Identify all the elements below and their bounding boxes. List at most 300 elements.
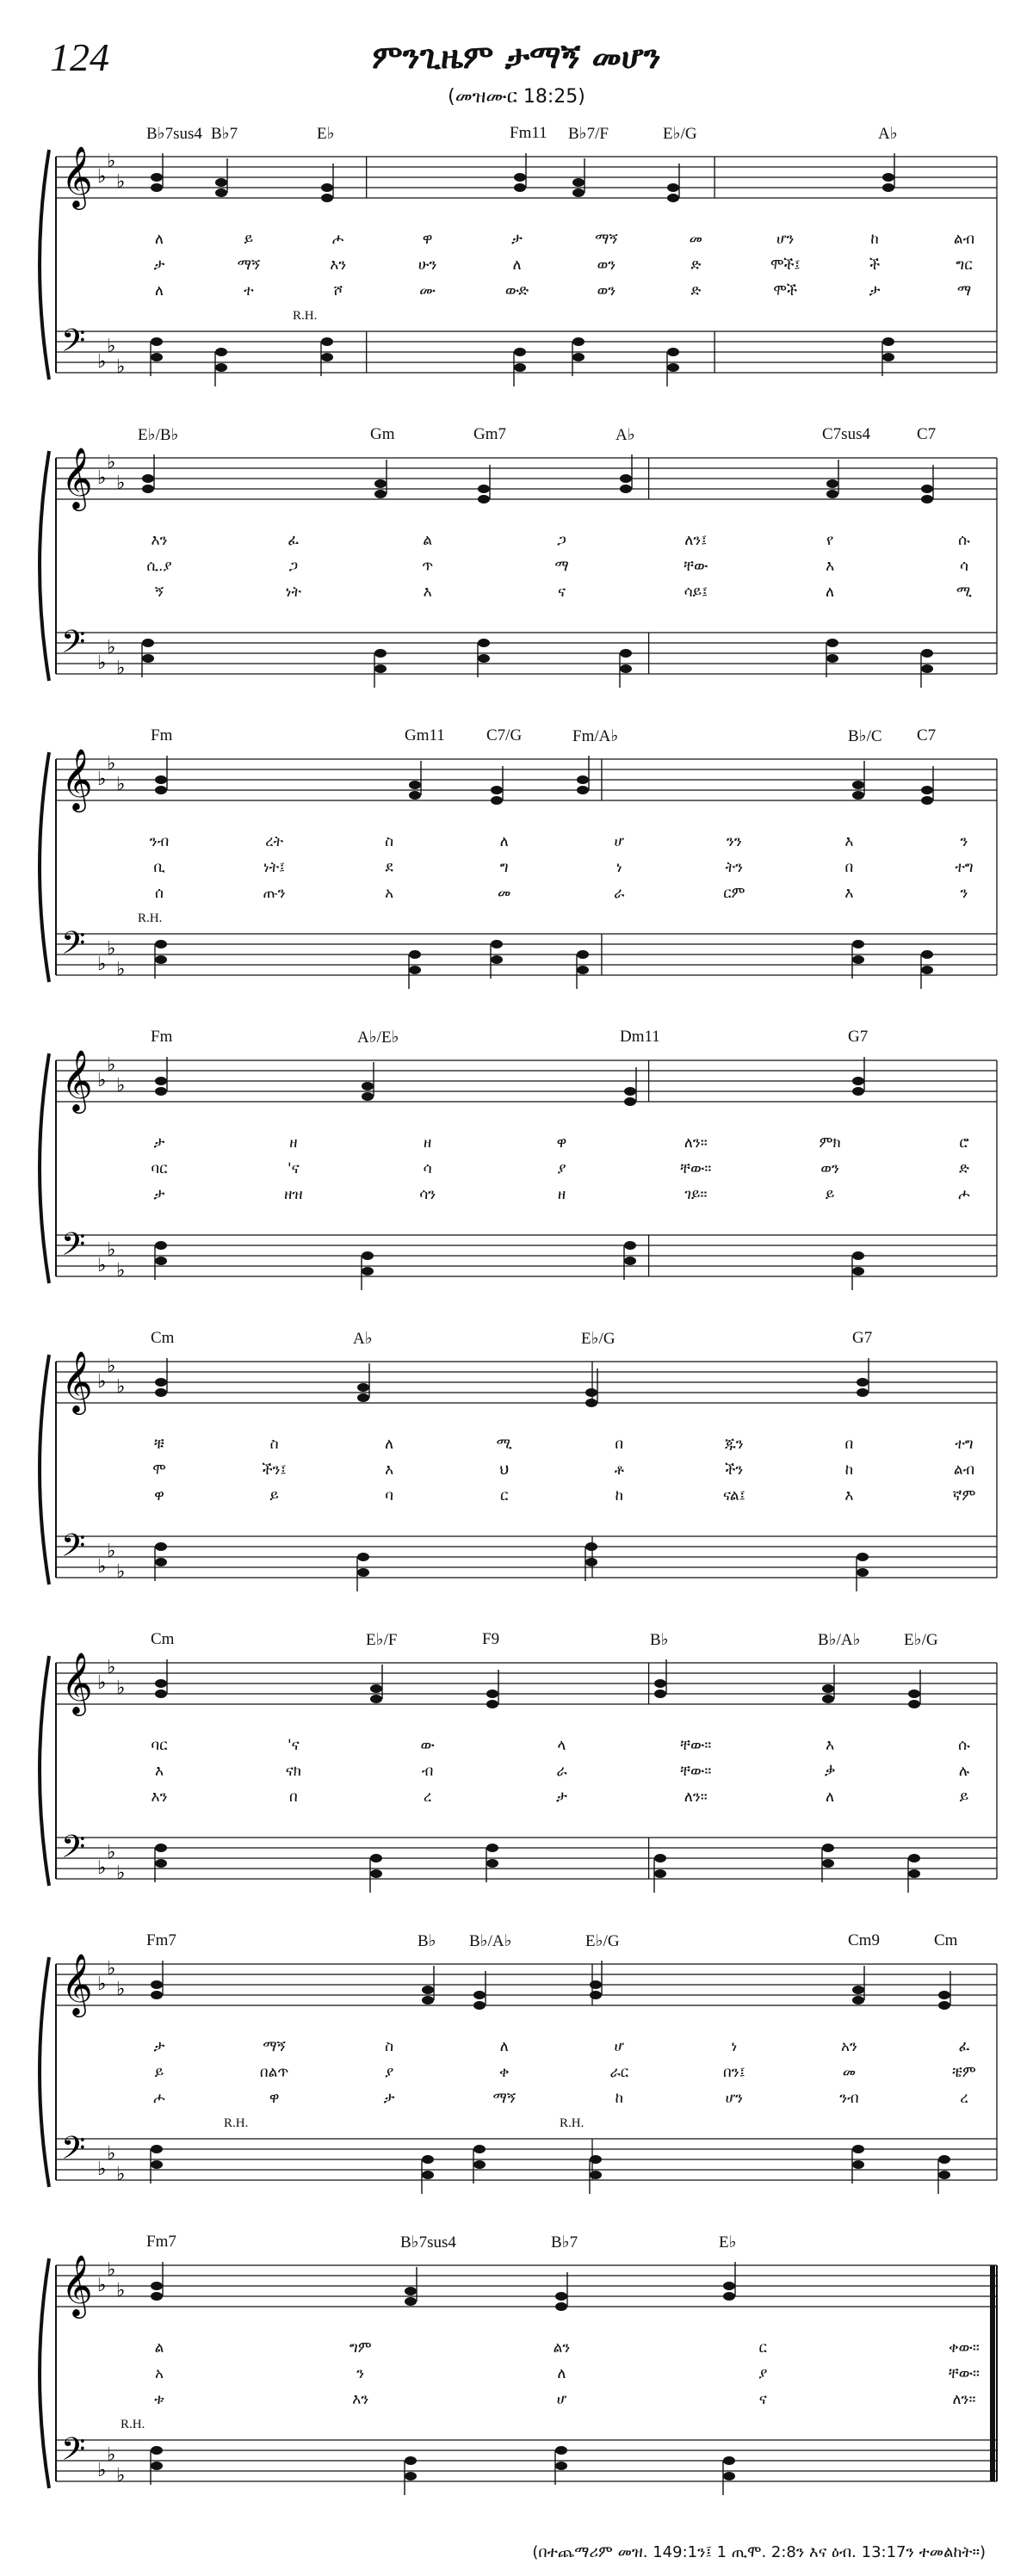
lyric-verse-2: ድ bbox=[959, 1160, 969, 1177]
note-head bbox=[826, 639, 838, 647]
flat-icon: ♭ bbox=[116, 1677, 126, 1699]
note-head bbox=[362, 1082, 374, 1090]
lyric-verse-2: ናክ bbox=[285, 1763, 301, 1780]
note-head bbox=[473, 2001, 486, 2010]
chord-symbol: E♭/B♭ bbox=[138, 426, 179, 444]
lyric-verse-2: አ bbox=[155, 2365, 164, 2382]
lyric-verse-1: መ bbox=[689, 231, 703, 248]
note-head bbox=[667, 183, 679, 192]
lyric-verse-3: ሞች bbox=[773, 282, 798, 300]
lyric-verse-2: ባር bbox=[151, 1160, 168, 1177]
lyric-verse-1: ር bbox=[758, 2339, 767, 2357]
note-head bbox=[409, 781, 421, 789]
lyric-verse-3: ዋ bbox=[154, 1487, 164, 1504]
chord-symbol: Dm11 bbox=[620, 1028, 660, 1046]
note-head bbox=[624, 1241, 636, 1250]
lyric-verse-1: ቸው። bbox=[680, 1737, 712, 1754]
flat-icon: ♭ bbox=[107, 637, 116, 658]
note-head bbox=[486, 1859, 498, 1868]
note-head bbox=[822, 1684, 834, 1693]
note-head bbox=[151, 353, 163, 361]
lyric-verse-3: ገይ። bbox=[684, 1186, 708, 1203]
final-double-barline bbox=[990, 2265, 995, 2481]
lyric-verse-3: ለን። bbox=[684, 1788, 708, 1806]
note-head bbox=[374, 649, 387, 658]
chord-symbol: Fm bbox=[151, 726, 173, 744]
note-head bbox=[151, 2145, 163, 2153]
flat-icon: ♭ bbox=[116, 473, 126, 494]
chord-symbol: E♭/G bbox=[663, 125, 697, 143]
chord-symbol: Fm7 bbox=[146, 2233, 176, 2251]
chord-symbol: B♭7 bbox=[551, 2233, 578, 2252]
right-hand-marking: R.H. bbox=[293, 309, 318, 323]
lyric-verse-2: እ bbox=[826, 558, 835, 575]
note-head bbox=[151, 183, 163, 192]
flat-icon: ♭ bbox=[97, 1255, 107, 1276]
note-head bbox=[852, 1087, 864, 1096]
flat-icon: ♭ bbox=[97, 351, 107, 373]
lyric-verse-3: ና bbox=[557, 584, 566, 601]
flat-icon: ♭ bbox=[107, 1657, 116, 1678]
note-head bbox=[572, 178, 585, 187]
lyric-verse-3: ረ bbox=[960, 2090, 968, 2107]
lyric-verse-1: ረት bbox=[265, 833, 284, 850]
lyric-verse-2: ጥ bbox=[422, 558, 434, 575]
flat-icon: ♭ bbox=[97, 1070, 107, 1091]
note-head bbox=[514, 173, 526, 182]
note-head bbox=[215, 348, 227, 356]
flat-icon: ♭ bbox=[97, 1672, 107, 1694]
flat-icon: ♭ bbox=[107, 2143, 116, 2165]
right-hand-marking: R.H. bbox=[121, 2418, 145, 2431]
brace-icon bbox=[40, 1355, 49, 1585]
note-head bbox=[572, 337, 585, 346]
flat-icon: ♭ bbox=[116, 959, 126, 980]
lyric-verse-2: ግ bbox=[499, 859, 509, 876]
note-head bbox=[577, 786, 589, 794]
flat-icon: ♭ bbox=[116, 1376, 126, 1398]
lyric-verse-1: ስ bbox=[385, 833, 394, 850]
flat-icon: ♭ bbox=[116, 171, 126, 193]
lyric-verse-1: ግም bbox=[349, 2339, 372, 2357]
treble-clef-icon: 𝄞 bbox=[61, 747, 93, 810]
note-head bbox=[620, 649, 632, 658]
lyric-verse-2: ህ bbox=[499, 1461, 510, 1479]
note-head bbox=[572, 188, 585, 197]
music-system bbox=[0, 1325, 1033, 1609]
note-head bbox=[155, 1241, 167, 1250]
note-head bbox=[822, 1844, 834, 1852]
lyric-verse-1: ማኝ bbox=[263, 2038, 286, 2055]
lyric-verse-1: እን bbox=[151, 532, 168, 549]
lyric-verse-3: ታ bbox=[556, 1788, 567, 1806]
lyric-verse-2: ወን bbox=[597, 256, 616, 274]
flat-icon: ♭ bbox=[97, 954, 107, 975]
lyric-verse-2: ሳ bbox=[423, 1160, 432, 1177]
right-hand-marking: R.H. bbox=[224, 2116, 249, 2130]
lyric-verse-2: ነ bbox=[615, 859, 622, 876]
note-head bbox=[478, 654, 490, 663]
lyric-verse-1: ሖ bbox=[332, 231, 344, 248]
note-head bbox=[151, 2292, 163, 2301]
lyric-verse-1: ለ bbox=[155, 231, 164, 248]
note-head bbox=[620, 485, 632, 493]
lyric-verse-2: ሲ.ያ bbox=[146, 558, 172, 575]
flat-icon: ♭ bbox=[116, 1561, 126, 1583]
note-head bbox=[555, 2446, 567, 2455]
lyric-verse-2: መ bbox=[842, 2064, 857, 2081]
lyric-verse-2: በልጥ bbox=[259, 2064, 289, 2081]
note-head bbox=[370, 1854, 382, 1863]
chord-symbol: B♭/A♭ bbox=[818, 1631, 861, 1649]
lyric-verse-3: እን bbox=[151, 1788, 168, 1806]
lyric-verse-2: ብ bbox=[421, 1763, 434, 1780]
note-head bbox=[555, 2302, 567, 2311]
lyric-verse-2: በን፤ bbox=[723, 2064, 745, 2081]
lyric-verse-2: እን bbox=[330, 256, 347, 274]
flat-icon: ♭ bbox=[97, 1371, 107, 1393]
lyric-verse-1: ስ bbox=[385, 2038, 394, 2055]
chord-symbol: B♭ bbox=[650, 1631, 669, 1649]
brace-icon bbox=[40, 2258, 49, 2488]
flat-icon: ♭ bbox=[97, 769, 107, 790]
note-head bbox=[624, 1087, 636, 1096]
note-head bbox=[852, 1077, 864, 1085]
lyric-verse-3: እ bbox=[423, 584, 432, 601]
note-head bbox=[491, 955, 503, 964]
note-head bbox=[409, 950, 421, 959]
note-head bbox=[654, 1690, 666, 1698]
lyric-verse-3: ባ bbox=[385, 1487, 394, 1504]
lyric-verse-3: ሳን bbox=[419, 1186, 436, 1203]
lyric-verse-1: ዋ bbox=[422, 231, 433, 248]
note-head bbox=[585, 1558, 597, 1566]
song-title: ምንጊዜም ታማኝ መሆን bbox=[372, 38, 661, 76]
lyric-verse-3: ታ bbox=[869, 282, 881, 300]
note-head bbox=[151, 1980, 163, 1989]
note-head bbox=[155, 1087, 167, 1096]
flat-icon: ♭ bbox=[97, 166, 107, 188]
lyric-verse-1: ፈ bbox=[288, 532, 300, 549]
note-head bbox=[422, 2155, 434, 2164]
lyric-verse-1: ዋ bbox=[556, 1134, 567, 1152]
lyric-verse-3: መ bbox=[498, 885, 511, 902]
lyric-verse-1: ልን bbox=[553, 2339, 571, 2357]
lyric-verse-2: ራር bbox=[609, 2064, 629, 2081]
lyric-verse-2: 'ና bbox=[287, 1160, 300, 1177]
flat-icon: ♭ bbox=[116, 1979, 126, 2000]
flat-icon: ♭ bbox=[97, 1556, 107, 1578]
note-head bbox=[142, 654, 154, 663]
treble-clef-icon: 𝄞 bbox=[61, 1048, 93, 1111]
lyric-verse-2: ደ bbox=[385, 859, 393, 876]
lyric-verse-1: በ bbox=[615, 1436, 624, 1453]
lyric-verse-2: ሞ bbox=[152, 1461, 166, 1479]
chord-symbol: A♭ bbox=[615, 426, 635, 444]
page-number: 124 bbox=[50, 35, 109, 79]
lyric-verse-1: እ bbox=[826, 1737, 835, 1754]
lyric-verse-1: ከ bbox=[870, 231, 879, 248]
flat-icon: ♭ bbox=[107, 2259, 116, 2281]
music-system bbox=[0, 120, 1033, 405]
lyric-verse-1: ለን። bbox=[684, 1134, 708, 1152]
note-head bbox=[155, 1542, 167, 1551]
lyric-verse-3: ሆን bbox=[725, 2090, 744, 2107]
lyric-verse-3: እን bbox=[352, 2391, 369, 2408]
bass-clef-icon: 𝄢 bbox=[61, 2431, 86, 2475]
lyric-verse-2: ቢ bbox=[153, 859, 165, 876]
brace-icon bbox=[40, 451, 49, 681]
lyric-verse-2: ለ bbox=[512, 256, 522, 274]
lyric-verse-1: ማኝ bbox=[595, 231, 618, 248]
note-head bbox=[585, 1388, 597, 1397]
note-head bbox=[723, 2472, 735, 2480]
note-head bbox=[921, 796, 933, 805]
note-head bbox=[852, 1251, 864, 1260]
lyric-verse-3: ሰ bbox=[155, 885, 164, 902]
note-head bbox=[151, 2462, 163, 2470]
chord-symbol: A♭ bbox=[353, 1330, 373, 1348]
lyric-verse-3: ታ bbox=[383, 2090, 395, 2107]
bass-staff bbox=[56, 1536, 997, 1578]
lyric-verse-2: ትን bbox=[725, 859, 744, 876]
note-head bbox=[857, 1378, 869, 1387]
note-head bbox=[654, 1854, 666, 1863]
lyric-verse-3: አ bbox=[385, 885, 394, 902]
note-head bbox=[938, 2171, 950, 2179]
lyric-verse-2: ታ bbox=[153, 256, 165, 274]
note-head bbox=[155, 775, 167, 784]
chord-symbol: E♭/G bbox=[581, 1330, 615, 1348]
flat-icon: ♭ bbox=[97, 467, 107, 489]
note-head bbox=[577, 775, 589, 784]
lyric-verse-3: ረ bbox=[423, 1788, 432, 1806]
lyric-verse-3: ንብ bbox=[839, 2090, 859, 2107]
chord-symbol: B♭7sus4 bbox=[400, 2233, 456, 2252]
note-head bbox=[357, 1393, 369, 1402]
note-head bbox=[572, 353, 585, 361]
note-head bbox=[908, 1869, 920, 1878]
flat-icon: ♭ bbox=[107, 753, 116, 775]
lyric-verse-2: ለ bbox=[557, 2365, 566, 2382]
note-head bbox=[654, 1869, 666, 1878]
lyric-verse-2: ጋ bbox=[288, 558, 299, 575]
chord-symbol: Gm bbox=[370, 425, 395, 443]
treble-staff bbox=[56, 458, 997, 499]
note-head bbox=[370, 1695, 382, 1703]
lyric-verse-2: ማኝ bbox=[237, 256, 261, 274]
chord-symbol: A♭ bbox=[878, 125, 898, 143]
note-head bbox=[155, 1378, 167, 1387]
chord-symbol: B♭7/F bbox=[568, 125, 609, 143]
chord-symbol: G7 bbox=[852, 1329, 873, 1347]
lyric-verse-1: ንን bbox=[726, 833, 742, 850]
note-head bbox=[822, 1695, 834, 1703]
note-head bbox=[654, 1679, 666, 1688]
treble-clef-icon: 𝄞 bbox=[61, 145, 93, 207]
chord-symbol: C7sus4 bbox=[822, 425, 870, 443]
note-head bbox=[155, 1077, 167, 1085]
brace-icon bbox=[40, 1053, 49, 1283]
lyric-verse-3: ታ bbox=[153, 1186, 165, 1203]
lyric-verse-2: ልብ bbox=[953, 1461, 975, 1479]
flat-icon: ♭ bbox=[107, 1054, 116, 1076]
lyric-verse-3: ድ bbox=[690, 282, 702, 300]
note-head bbox=[409, 791, 421, 800]
music-system bbox=[0, 2229, 1033, 2513]
lyric-verse-3: ይ bbox=[269, 1487, 279, 1504]
note-head bbox=[142, 485, 154, 493]
treble-clef-icon: 𝄞 bbox=[61, 2253, 93, 2316]
note-head bbox=[852, 1996, 864, 2005]
brace-icon bbox=[40, 1656, 49, 1886]
lyric-verse-1: ሱ bbox=[958, 532, 970, 549]
bass-staff bbox=[56, 331, 997, 373]
treble-staff bbox=[56, 1362, 997, 1403]
lyric-verse-2: ሳ bbox=[960, 558, 968, 575]
flat-icon: ♭ bbox=[107, 1958, 116, 1980]
lyric-verse-3: ዘዝ bbox=[284, 1186, 303, 1203]
note-head bbox=[473, 2145, 486, 2153]
chord-symbol: Fm11 bbox=[510, 124, 547, 142]
note-head bbox=[921, 950, 933, 959]
note-head bbox=[422, 2171, 434, 2179]
lyric-verse-2: ይ bbox=[154, 2064, 164, 2081]
note-head bbox=[142, 474, 154, 483]
lyric-verse-3: ሆ bbox=[556, 2391, 567, 2408]
bass-staff bbox=[56, 633, 997, 674]
note-head bbox=[921, 966, 933, 974]
note-head bbox=[555, 2292, 567, 2301]
chord-symbol: Fm bbox=[151, 1028, 173, 1046]
note-head bbox=[362, 1092, 374, 1101]
note-head bbox=[857, 1388, 869, 1397]
note-head bbox=[514, 363, 526, 372]
lyric-verse-1: ዘ bbox=[289, 1134, 298, 1152]
note-head bbox=[405, 2472, 417, 2480]
lyric-verse-3: በ bbox=[288, 1788, 298, 1806]
note-head bbox=[155, 955, 167, 964]
bass-staff bbox=[56, 2440, 997, 2481]
note-head bbox=[921, 649, 933, 658]
flat-icon: ♭ bbox=[107, 1356, 116, 1377]
lyric-verse-2: ተግ bbox=[955, 859, 974, 876]
note-head bbox=[321, 183, 333, 192]
lyric-verse-2: ከ bbox=[844, 1461, 854, 1479]
note-head bbox=[491, 786, 503, 794]
lyric-verse-1: ል bbox=[423, 532, 433, 549]
note-head bbox=[620, 474, 632, 483]
lyric-verse-1: ጋ bbox=[557, 532, 566, 549]
lyric-verse-2: ድ bbox=[690, 256, 702, 274]
lyric-verse-1: ስ bbox=[269, 1436, 279, 1453]
note-head bbox=[370, 1869, 382, 1878]
note-head bbox=[590, 1991, 602, 1999]
lyric-verse-3: ማ bbox=[956, 282, 972, 300]
flat-icon: ♭ bbox=[97, 1857, 107, 1879]
lyric-verse-2: ቼም bbox=[952, 2064, 976, 2081]
treble-staff bbox=[56, 1663, 997, 1704]
lyric-verse-1: ታ bbox=[153, 2038, 165, 2055]
flat-icon: ♭ bbox=[107, 336, 116, 357]
bass-clef-icon: 𝄢 bbox=[61, 1528, 86, 1572]
note-head bbox=[620, 664, 632, 673]
lyric-verse-3: ሚ bbox=[956, 584, 973, 601]
note-head bbox=[155, 786, 167, 794]
scripture-reference: (መዝሙር 18:25) bbox=[448, 86, 585, 108]
chord-symbol: G7 bbox=[848, 1028, 869, 1046]
lyric-verse-1: እ bbox=[844, 833, 854, 850]
note-head bbox=[852, 2145, 864, 2153]
lyric-verse-2: ግር bbox=[956, 256, 973, 274]
lyric-verse-3: ለ bbox=[155, 282, 164, 300]
lyric-verse-1: ሆ bbox=[614, 833, 625, 850]
lyric-verse-1: ንብ bbox=[149, 833, 170, 850]
flat-icon: ♭ bbox=[116, 1863, 126, 1884]
chord-symbol: B♭/A♭ bbox=[469, 1932, 512, 1950]
flat-icon: ♭ bbox=[116, 1260, 126, 1282]
lyric-verse-1: ቹ bbox=[154, 1436, 164, 1453]
lyric-verse-2: ቸው። bbox=[949, 2365, 980, 2382]
flat-icon: ♭ bbox=[107, 938, 116, 960]
note-head bbox=[852, 1267, 864, 1276]
note-head bbox=[723, 2456, 735, 2465]
note-head bbox=[938, 2001, 950, 2010]
flat-icon: ♭ bbox=[107, 1541, 116, 1562]
note-head bbox=[473, 2160, 486, 2169]
lyric-verse-3: ሖ bbox=[153, 2090, 165, 2107]
chord-symbol: B♭7 bbox=[211, 125, 238, 143]
lyric-verse-3: ዋ bbox=[269, 2090, 280, 2107]
flat-icon: ♭ bbox=[116, 2164, 126, 2185]
flat-icon: ♭ bbox=[107, 452, 116, 473]
note-head bbox=[215, 363, 227, 372]
lyric-verse-2: ያ bbox=[557, 1160, 566, 1177]
note-head bbox=[473, 1991, 486, 1999]
note-head bbox=[405, 2287, 417, 2295]
chord-symbol: B♭7sus4 bbox=[146, 125, 202, 143]
lyric-verse-3: ውድ bbox=[504, 282, 529, 300]
lyric-verse-3: ወን bbox=[597, 282, 616, 300]
note-head bbox=[577, 966, 589, 974]
note-head bbox=[577, 950, 589, 959]
lyric-verse-1: ላ bbox=[557, 1737, 566, 1754]
note-head bbox=[155, 1558, 167, 1566]
lyric-verse-1: ው bbox=[420, 1737, 435, 1754]
lyric-verse-3: ከ bbox=[615, 2090, 623, 2107]
lyric-verse-2: ቸው bbox=[684, 558, 708, 575]
lyric-verse-1: ሮ bbox=[959, 1134, 969, 1152]
lyric-verse-1: ምክ bbox=[819, 1134, 841, 1152]
lyric-verse-2: ራ bbox=[556, 1763, 567, 1780]
note-head bbox=[151, 2160, 163, 2169]
lyric-verse-3: ሳይ፤ bbox=[684, 584, 708, 601]
flat-icon: ♭ bbox=[116, 1075, 126, 1096]
lyric-verse-2: ሉ bbox=[958, 1763, 970, 1780]
note-head bbox=[822, 1859, 834, 1868]
bass-clef-icon: 𝄢 bbox=[61, 1226, 86, 1270]
lyric-verse-3: ከ bbox=[615, 1487, 623, 1504]
note-head bbox=[852, 955, 864, 964]
flat-icon: ♭ bbox=[97, 2159, 107, 2180]
note-head bbox=[321, 194, 333, 202]
flat-icon: ♭ bbox=[116, 774, 126, 795]
right-hand-marking: R.H. bbox=[138, 911, 163, 925]
lyric-verse-1: ለ bbox=[499, 2038, 509, 2055]
lyric-verse-1: ፈ bbox=[958, 2038, 970, 2055]
note-head bbox=[491, 940, 503, 948]
lyric-verse-1: አን bbox=[840, 2038, 857, 2055]
